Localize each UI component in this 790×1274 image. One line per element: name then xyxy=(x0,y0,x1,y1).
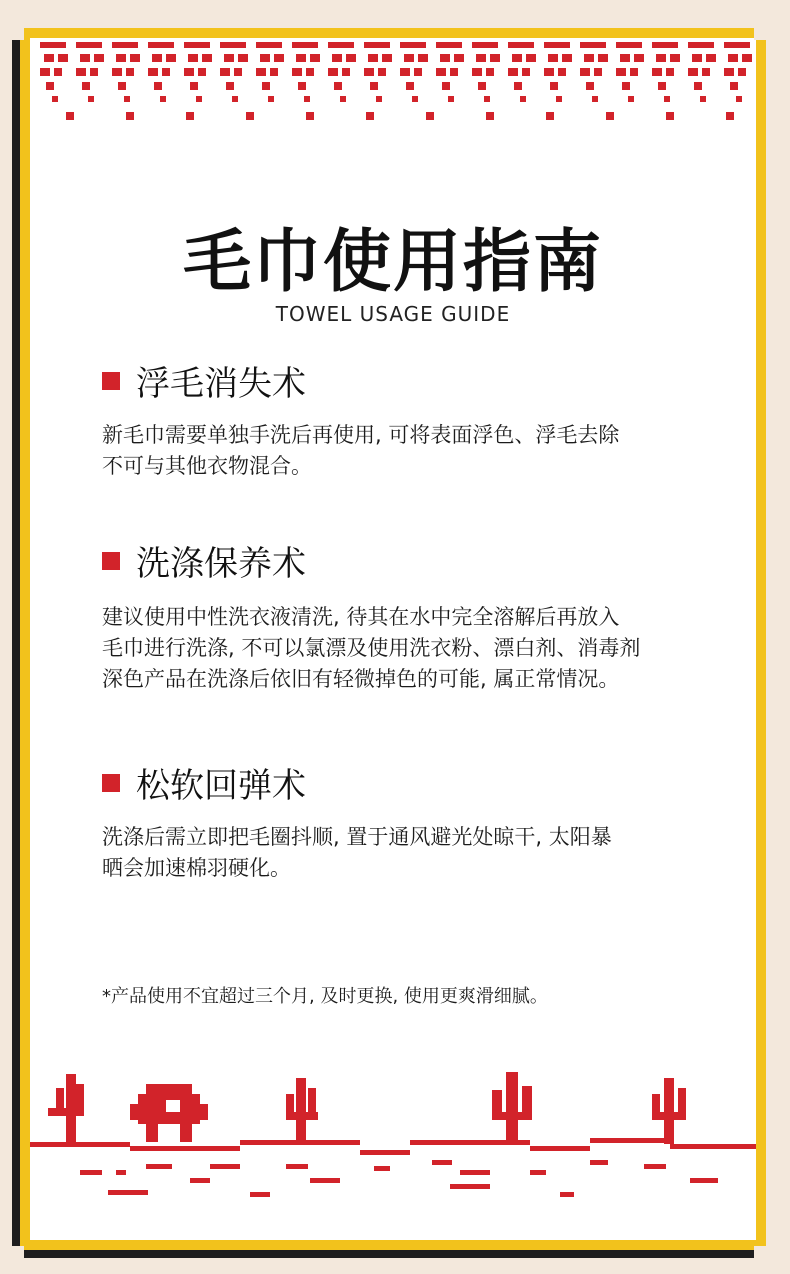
section-body-1 xyxy=(102,420,742,482)
cactus-icon xyxy=(652,1078,686,1144)
cactus-icon xyxy=(48,1074,84,1144)
pixel-creature-icon xyxy=(130,1084,208,1142)
frame-corner xyxy=(12,28,24,40)
section-heading-3 xyxy=(102,758,306,807)
top-pixel-pattern xyxy=(40,42,752,120)
section-body-3 xyxy=(102,822,742,884)
ground-line xyxy=(30,1138,756,1155)
bullet-square-icon xyxy=(102,372,120,390)
section-body-2 xyxy=(102,602,742,695)
footer-note: *产品使用不宜超过三个月, 及时更换, 使用更爽滑细腻。 xyxy=(102,986,548,1007)
section-heading-2 xyxy=(102,536,306,585)
section-line: 洗涤后需立即把毛圈抖顺, 置于通风避光处晾干, 太阳暴 xyxy=(102,825,612,849)
frame-corner xyxy=(12,1246,24,1258)
page-title: 毛巾使用指南 xyxy=(182,223,603,302)
ground-dashes xyxy=(80,1160,718,1197)
section-title: 洗涤保养术 xyxy=(136,544,306,584)
section-line: 深色产品在洗涤后依旧有轻微掉色的可能, 属正常情况。 xyxy=(102,667,620,691)
section-line: 不可与其他衣物混合。 xyxy=(102,454,312,478)
cactus-icon xyxy=(286,1078,318,1144)
frame-corner xyxy=(754,1246,766,1258)
cactus-icon xyxy=(492,1072,532,1144)
section-heading-1 xyxy=(102,356,306,405)
section-title: 松软回弹术 xyxy=(136,766,306,806)
section-line: 新毛巾需要单独手洗后再使用, 可将表面浮色、浮毛去除 xyxy=(102,423,620,447)
guide-card xyxy=(30,38,756,1240)
section-line: 晒会加速棉羽硬化。 xyxy=(102,856,291,880)
section-title: 浮毛消失术 xyxy=(136,364,306,404)
section-line: 毛巾进行洗涤, 不可以氯漂及使用洗衣粉、漂白剂、消毒剂 xyxy=(102,636,641,660)
frame-corner xyxy=(754,28,766,40)
page-subtitle: TOWEL USAGE GUIDE xyxy=(275,302,511,326)
bullet-square-icon xyxy=(102,552,120,570)
bullet-square-icon xyxy=(102,774,120,792)
section-line: 建议使用中性洗衣液清洗, 待其在水中完全溶解后再放入 xyxy=(102,605,620,629)
